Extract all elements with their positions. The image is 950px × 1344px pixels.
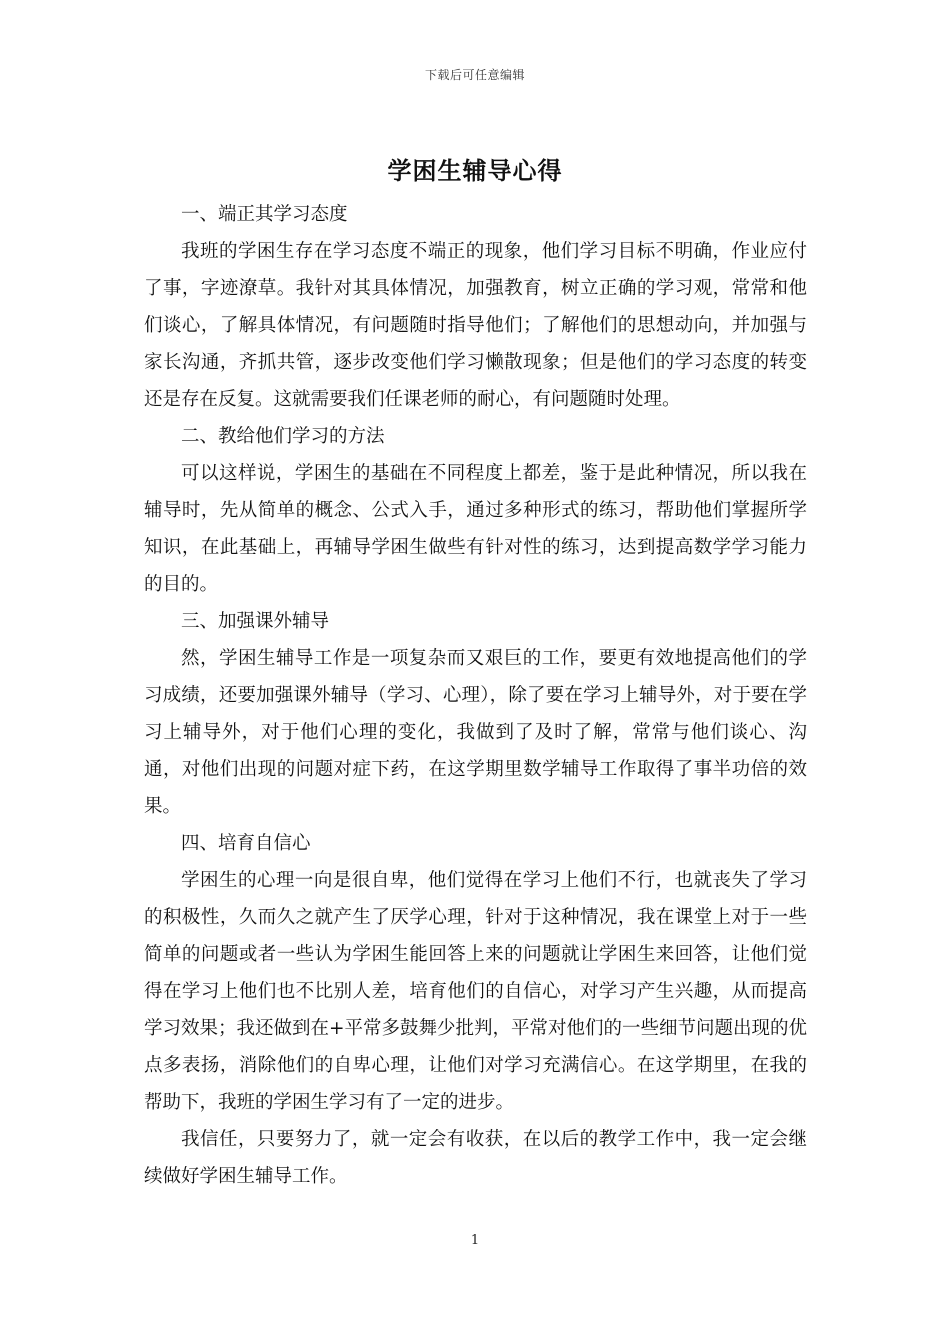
section-paragraph-4-2: 我信任，只要努力了，就一定会有收获，在以后的教学工作中，我一定会继续做好学困生辅导工作。: [144, 1129, 807, 1187]
page-header-note: 下载后可任意编辑: [424, 68, 525, 82]
section-heading-4: 四、培育自信心: [181, 833, 311, 854]
section-heading-1: 一、端正其学习态度: [181, 204, 348, 225]
section-paragraph-1-1: 我班的学困生存在学习态度不端正的现象，他们学习目标不明确，作业应付了事，字迹潦草。我针对其具体情况，加强教育，树立正确的学习观，常常和他们谈心，了解具体情况，有问题随时指导他们；了解他们的思想动向，并加强与家长沟通，齐抓共管，逐步改变他们学习懒散现象；但是他们的学习态度的转变还是存在反复。这就需要我们任课老师的耐心，有问题随时处理。: [144, 241, 807, 410]
document-title: 学困生辅导心得: [387, 157, 563, 185]
section-paragraph-3-1: 然，学困生辅导工作是一项复杂而又艰巨的工作，要更有效地提高他们的学习成绩，还要加强课外辅导（学习、心理），除了要在学习上辅导外，对于要在学习上辅导外，对于他们心理的变化，我做到了及时了解，常常与他们谈心、沟通，对他们出现的问题对症下药，在这学期里数学辅导工作取得了事半功倍的效果。: [144, 648, 807, 817]
section-heading-2: 二、教给他们学习的方法: [181, 426, 385, 447]
section-paragraph-2-1: 可以这样说，学困生的基础在不同程度上都差，鉴于是此种情况，所以我在辅导时，先从简单的概念、公式入手，通过多种形式的练习，帮助他们掌握所学知识，在此基础上，再辅导学困生做些有针对性的练习，达到提高数学学习能力的目的。: [144, 463, 807, 595]
section-heading-3: 三、加强课外辅导: [181, 611, 330, 632]
page-number: 1: [470, 1233, 480, 1248]
document-body: [144, 196, 807, 1195]
section-paragraph-4-1: 学困生的心理一向是很自卑，他们觉得在学习上他们不行，也就丧失了学习的积极性，久而久之就产生了厌学心理，针对于这种情况，我在课堂上对于一些简单的问题或者一些认为学困生能回答上来的问题就让学困生来回答，让他们觉得在学习上他们也不比别人差，培育他们的自信心，对学习产生兴趣，从而提高学习效果；我还做到在+平常多鼓舞少批判，平常对他们的一些细节问题出现的优点多表扬，消除他们的自卑心理，让他们对学习充满信心。在这学期里，在我的帮助下，我班的学困生学习有了一定的进步。: [144, 870, 808, 1113]
